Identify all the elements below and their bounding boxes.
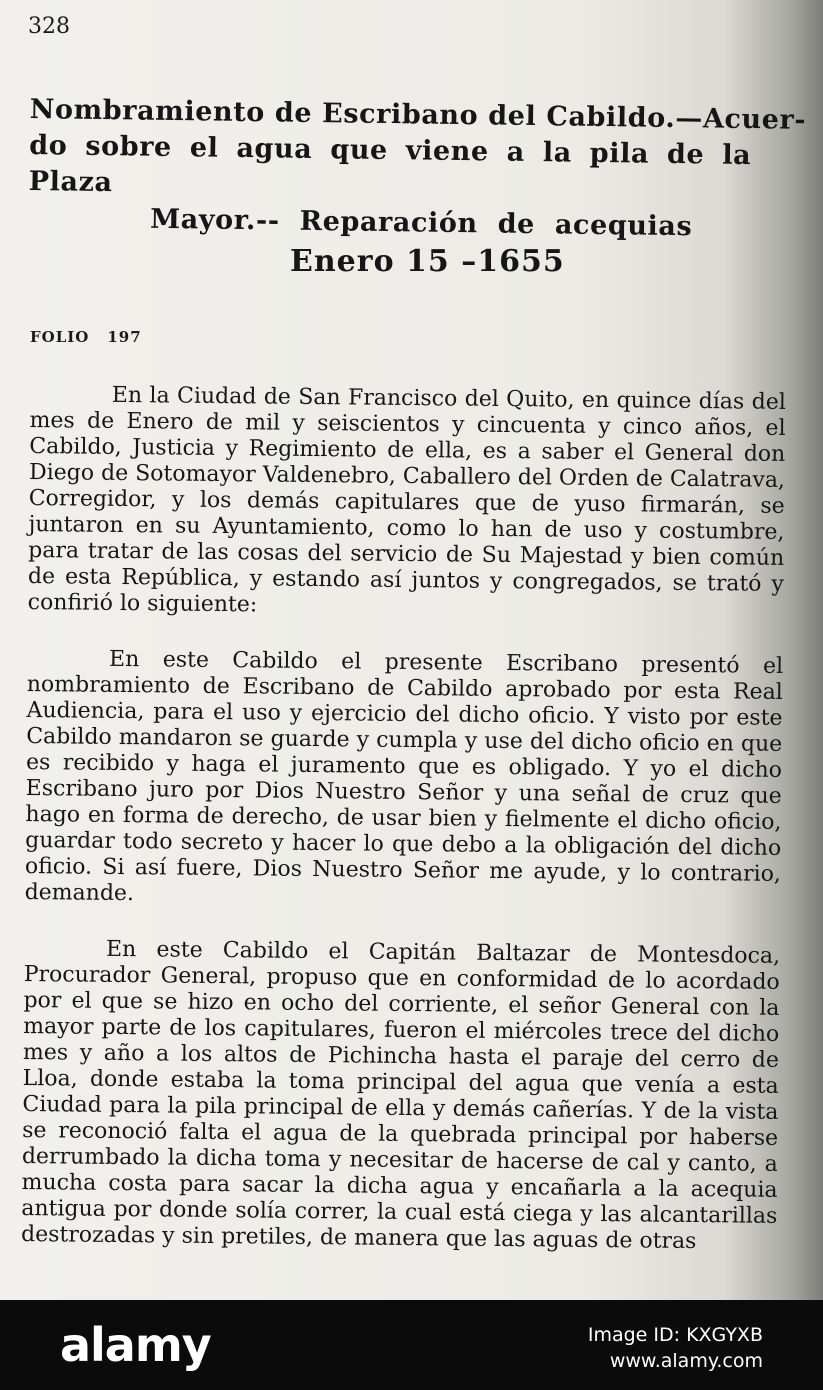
folio-reference xyxy=(30,328,142,346)
image-id-text: Image ID: KXGYXB xyxy=(587,1324,763,1346)
folio-label: FOLIO xyxy=(30,328,90,346)
title-line-1: Nombramiento de Escribano del Cabildo.—Acuer- xyxy=(29,93,807,136)
title-line-2: do sobre el agua que viene a la pila de la Plaza xyxy=(28,129,752,199)
alamy-logo: alamy xyxy=(60,1318,211,1372)
stock-footer-bar xyxy=(0,1300,823,1390)
paragraph-escribano: En este Cabildo el presente Escribano presentó el nombramiento de Escribano de Cabildo aprobado por esta Real Audiencia, para el uso y ejercicio del dicho oficio. Y visto por este Cabildo mandaron se guarde y cumpla y use del dicho oficio en que es recibido y haga el juramento que es obligado. Y yo el dicho Escribano juro por Dios Nuestro Señor y una señal de cruz que hago en forma de derecho, de usar bien y fielmente el dicho oficio, guardar todo secreto y hacer lo que debo a la obligación del dicho oficio. Si así fuere, Dios Nuestro Señor me ayude, y lo contrario, demande. xyxy=(24,646,784,907)
title-line-3: Mayor.-- Reparación de acequias xyxy=(150,203,693,243)
page-number: 328 xyxy=(28,14,70,39)
page-title xyxy=(28,92,810,247)
session-date: Enero 15 –1655 xyxy=(290,244,565,279)
paragraph-opening: En la Ciudad de San Francisco del Quito, en quince días del mes de Enero de mil y seiscientos y cincuenta y cinco años, el Cabildo, Justicia y Regimiento de ella, es a saber el General don Diego de Sotomayor Valdenebro, Caballero del Orden de Calatrava, Corregidor, y los demás capitulares que de yuso firmarán, se juntaron en su Ayuntamiento, como lo han de uso y costumbre, para tratar de las cosas del servicio de Su Majestad y bien común de esta República, y estando así juntos y congregados, se trató y confirió lo siguiente: xyxy=(27,382,786,618)
site-url: www.alamy.com xyxy=(609,1350,763,1372)
image-info xyxy=(588,1322,763,1374)
body-text xyxy=(21,382,786,1286)
paragraph-agua: En este Cabildo el Capitán Baltazar de Montesdoca, Procurador General, propuso que en conformidad de lo acordado por el que se hizo en ocho del corriente, el señor General con la mayor parte de los capitulares, fueron el miércoles trece del dicho mes y año a los altos de Pichincha hasta el paraje del cerro de Lloa, donde estaba la toma principal del agua que venía a esta Ciudad para la pila principal de ella y demás cañerías. Y de la vista se reconoció falta el agua de la quebrada principal por haberse derrumbado la dicha toma y necesitar de hacerse de cal y canto, a mucha costa para sacar la dicha agua y encañarla a la acequia antigua por donde solía correr, la cual está ciega y las alcantarillas destrozadas y sin pretiles, de manera que las aguas de otras xyxy=(20,936,781,1255)
folio-number: 197 xyxy=(107,328,142,346)
